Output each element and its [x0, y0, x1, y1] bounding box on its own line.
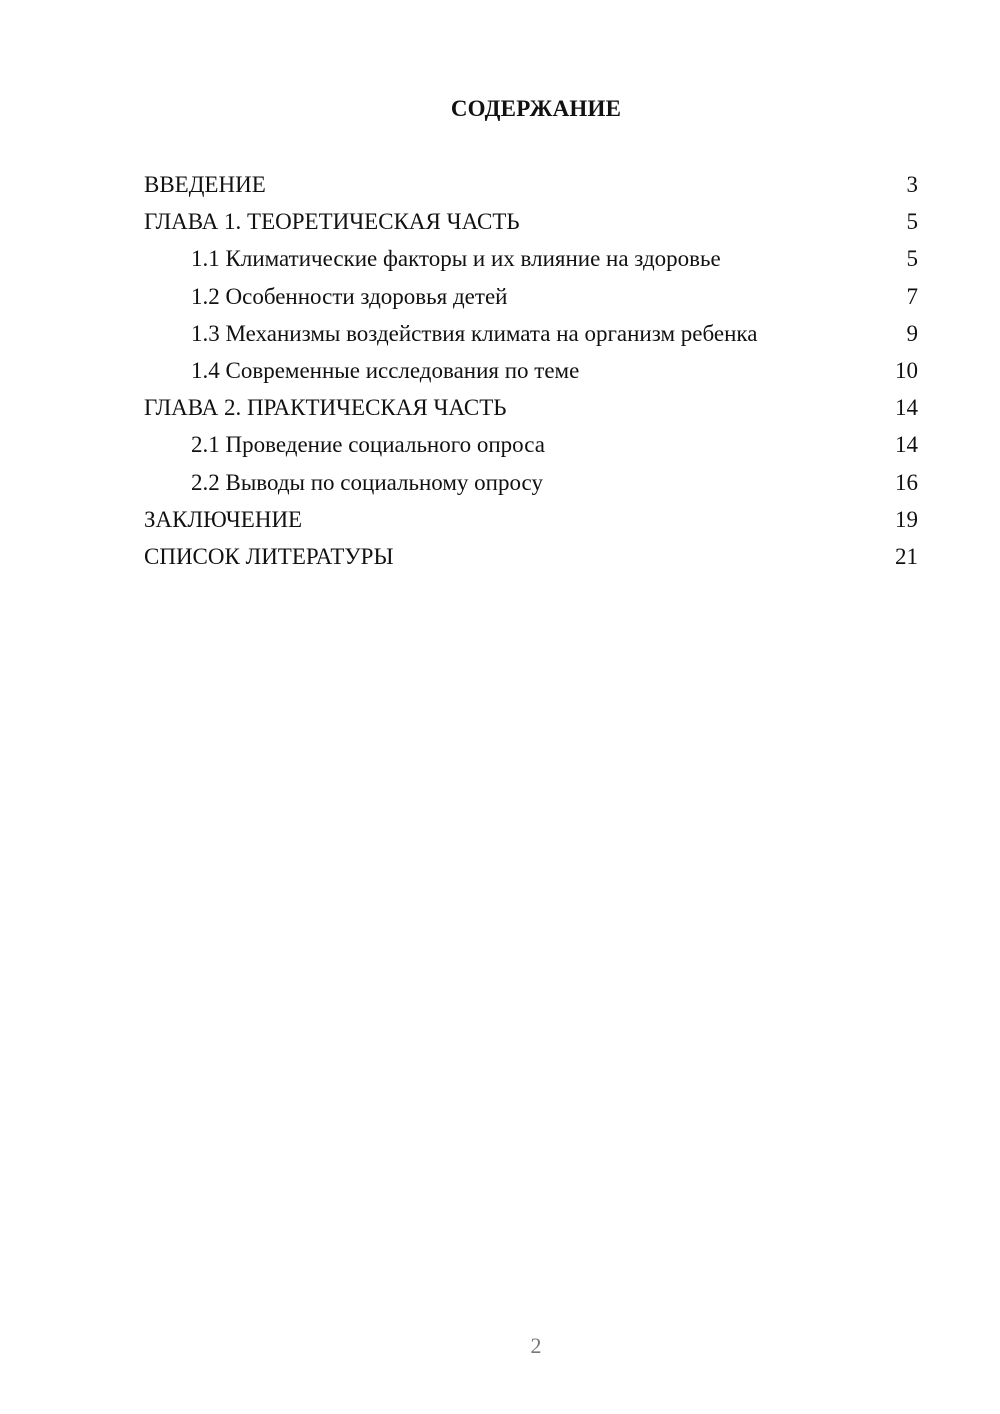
toc-entry-label: ГЛАВА 2. ПРАКТИЧЕСКАЯ ЧАСТЬ	[144, 395, 507, 421]
toc-entry-section-1-4[interactable]	[144, 356, 918, 393]
toc-entry-page: 10	[895, 357, 918, 383]
toc-entry-section-2-2[interactable]	[144, 468, 918, 505]
toc-entry-page: 3	[906, 172, 918, 197]
toc-entry-section-1-2[interactable]	[144, 282, 918, 319]
toc-entry-label: 1.1 Климатические факторы и их влияние на здоровье	[191, 246, 721, 272]
toc-entry-label: ГЛАВА 1. ТЕОРЕТИЧЕСКАЯ ЧАСТЬ	[144, 209, 520, 235]
toc-entry-page: 5	[906, 209, 918, 235]
toc-entry-label: 1.3 Механизмы воздействия климата на организм ребенка	[191, 320, 758, 346]
toc-entry-page: 16	[895, 469, 918, 495]
toc-entry-page: 5	[906, 246, 918, 272]
toc-entry-page: 19	[895, 506, 918, 532]
toc-entry-label: 1.4 Современные исследования по теме	[191, 357, 580, 383]
toc-entry-label: СПИСОК ЛИТЕРАТУРЫ	[144, 543, 394, 569]
toc-entry-page: 7	[906, 283, 918, 309]
toc-entry-conclusion[interactable]	[144, 505, 918, 542]
toc-entry-chapter-2[interactable]	[144, 393, 918, 430]
toc-entry-label: ВВЕДЕНИЕ	[144, 172, 266, 197]
toc-entry-chapter-1[interactable]	[144, 207, 918, 244]
toc-entry-references[interactable]	[144, 542, 918, 579]
toc-entry-label: 2.1 Проведение социального опроса	[191, 432, 545, 458]
toc-entry-page: 21	[895, 543, 918, 569]
toc-entry-introduction[interactable]	[144, 170, 918, 207]
toc-entry-page: 14	[895, 432, 918, 458]
toc-entry-page: 9	[906, 320, 918, 346]
toc-entry-section-2-1[interactable]	[144, 430, 918, 467]
toc-entry-label: ЗАКЛЮЧЕНИЕ	[144, 506, 303, 532]
toc-entry-section-1-1[interactable]	[144, 244, 918, 281]
page-title: СОДЕРЖАНИЕ	[450, 96, 622, 121]
table-of-contents	[144, 170, 918, 579]
toc-entry-label: 1.2 Особенности здоровья детей	[191, 283, 508, 309]
page-number: 2	[530, 1333, 542, 1358]
toc-entry-page: 14	[895, 395, 918, 421]
toc-entry-label: 2.2 Выводы по социальному опросу	[191, 469, 543, 495]
toc-entry-section-1-3[interactable]	[144, 319, 918, 356]
